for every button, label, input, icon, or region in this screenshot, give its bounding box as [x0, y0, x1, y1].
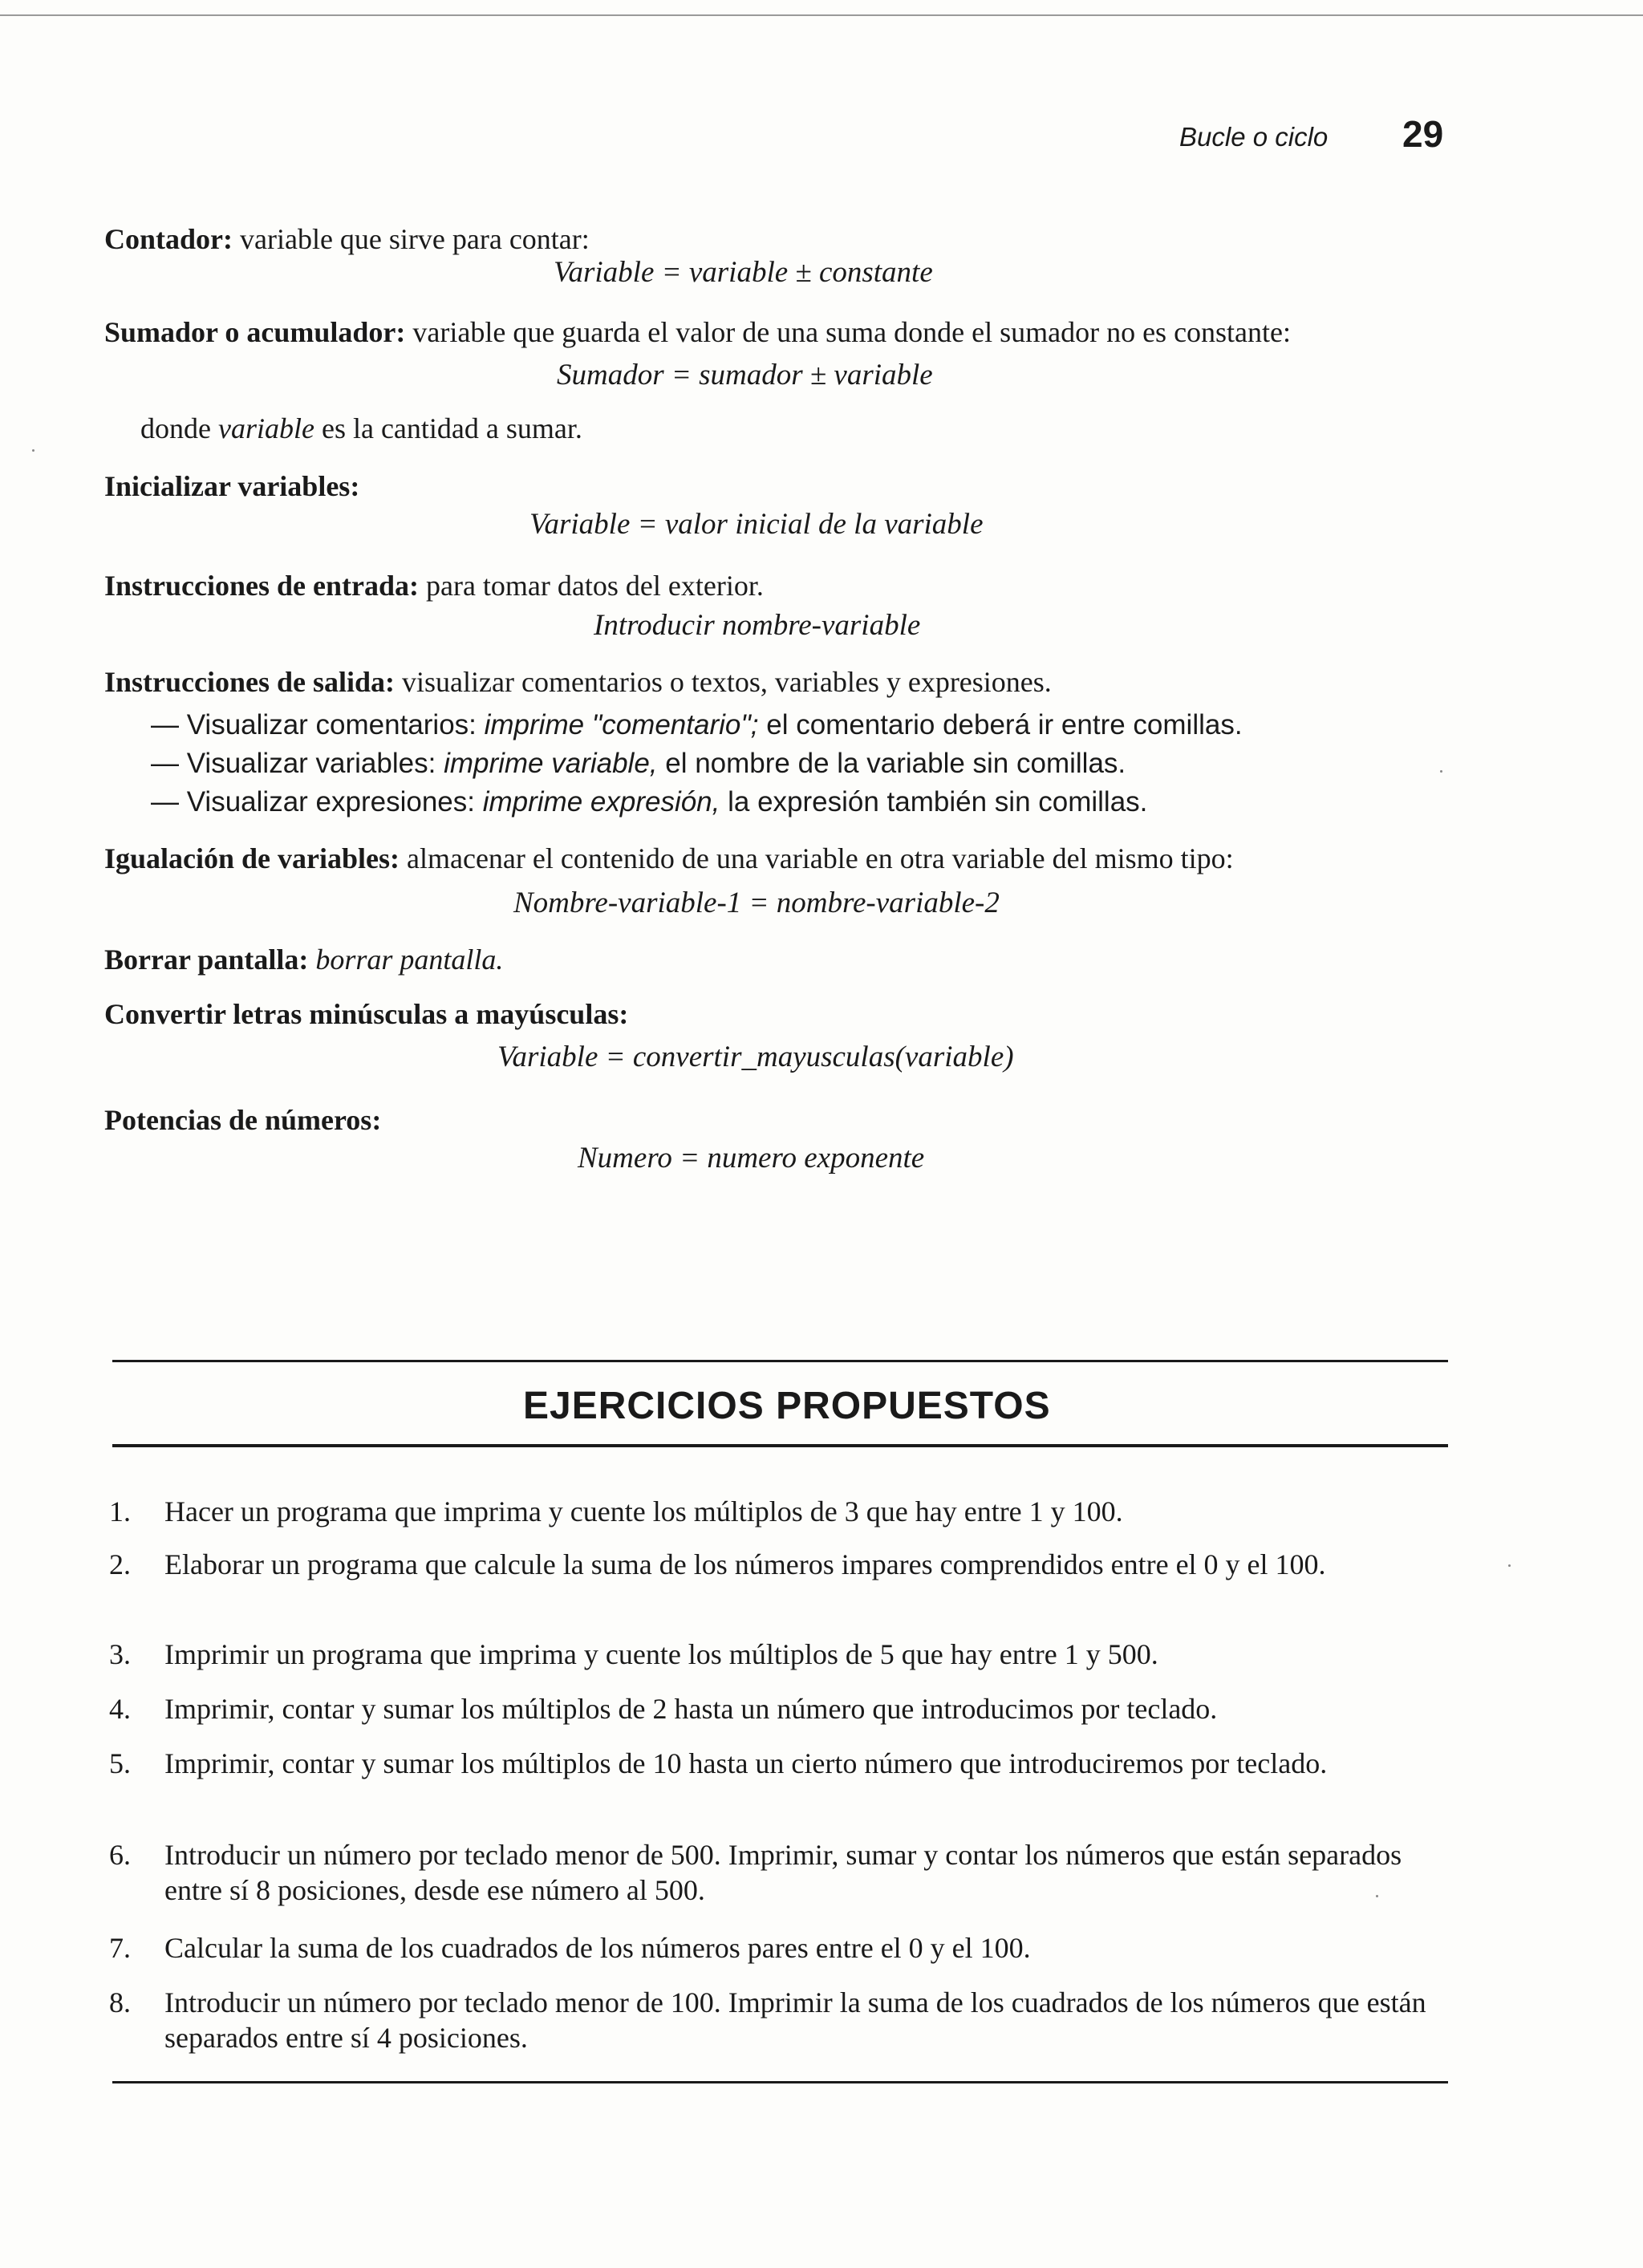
exercise-number: 2. — [109, 1548, 131, 1580]
text-sumador: variable que guarda el valor de una suma donde el sumador no es constante: — [405, 316, 1292, 348]
exercise-text: Imprimir, contar y sumar los múltiplos de 2 hasta un número que introducimos por teclado. — [164, 1693, 1218, 1725]
formula-convertir: Variable = convertir_mayusculas(variable) — [497, 1041, 1014, 1073]
formula-contador: Variable = variable ± constante — [554, 256, 933, 289]
item-prefix: — Visualizar expresiones: — [151, 786, 483, 818]
definition-igualacion — [104, 841, 1234, 876]
note-prefix: donde — [140, 412, 218, 444]
term-contador: Contador: — [104, 223, 233, 255]
exercise-number: 5. — [109, 1747, 131, 1779]
section-rule-top — [112, 1360, 1448, 1362]
running-head: Bucle o ciclo — [1179, 122, 1329, 152]
formula-igualacion: Nombre-variable-1 = nombre-variable-2 — [513, 887, 1000, 919]
term-salida: Instrucciones de salida: — [104, 666, 396, 698]
text-entrada: para tomar datos del exterior. — [418, 570, 764, 602]
formula-entrada: Introducir nombre-variable — [594, 609, 921, 642]
section-title: EJERCICIOS PROPUESTOS — [523, 1385, 1051, 1427]
item-italic: imprime variable, — [444, 748, 658, 779]
page-number: 29 — [1402, 113, 1444, 155]
exercise-number: 8. — [109, 1986, 131, 2018]
salida-item-expresiones — [151, 785, 1147, 820]
item-italic: imprime "comentario"; — [484, 709, 759, 740]
italic-borrar: borrar pantalla. — [308, 943, 504, 976]
scan-speck — [1376, 1895, 1378, 1897]
item-prefix: — Visualizar comentarios: — [151, 709, 485, 740]
definition-sumador — [104, 314, 1291, 350]
note-sumador — [140, 411, 582, 446]
formula-sumador: Sumador = sumador ± variable — [557, 359, 933, 392]
exercise-text: Elaborar un programa que calcule la suma de los números impares comprendidos entre el 0 y el 100. — [164, 1548, 1326, 1580]
exercise-text: Introducir un número por teclado menor de 100. Imprimir la suma de los cuadrados de los números que están separados entre sí 4 posiciones. — [164, 1986, 1426, 2054]
term-entrada: Instrucciones de entrada: — [104, 570, 419, 602]
term-inicializar: Inicializar variables: — [104, 470, 360, 502]
term-convertir: Convertir letras minúsculas a mayúsculas: — [104, 998, 629, 1030]
scan-speck — [1440, 770, 1442, 773]
exercise-text: Imprimir un programa que imprima y cuente los múltiplos de 5 que hay entre 1 y 500. — [164, 1638, 1158, 1670]
definition-entrada — [104, 568, 764, 603]
scan-speck — [32, 449, 34, 452]
salida-item-variables — [151, 746, 1126, 781]
exercise-text: Imprimir, contar y sumar los múltiplos de 10 hasta un cierto número que introduciremos por teclado. — [164, 1747, 1328, 1779]
text-contador: variable que sirve para contar: — [233, 223, 590, 255]
scan-speck — [1508, 1564, 1511, 1567]
formula-inicializar: Variable = valor inicial de la variable — [529, 508, 984, 541]
term-sumador: Sumador o acumulador: — [104, 316, 406, 348]
exercise-text: Hacer un programa que imprima y cuente los múltiplos de 3 que hay entre 1 y 100. — [164, 1495, 1123, 1528]
item-suffix: el nombre de la variable sin comillas. — [657, 748, 1126, 779]
exercise-number: 6. — [109, 1839, 131, 1871]
salida-item-comentarios — [151, 708, 1243, 743]
exercise-text: Calcular la suma de los cuadrados de los números pares entre el 0 y el 100. — [164, 1932, 1031, 1964]
definition-contador — [104, 221, 590, 257]
formula-potencias: Numero = numero exponente — [578, 1142, 925, 1175]
term-igualacion: Igualación de variables: — [104, 842, 400, 874]
text-salida: visualizar comentarios o textos, variables y expresiones. — [395, 666, 1052, 698]
item-suffix: la expresión también sin comillas. — [720, 786, 1148, 818]
exercise-text: Introducir un número por teclado menor de 500. Imprimir, sumar y contar los números que están separados entre sí 8 posiciones, desde ese número al 500. — [164, 1839, 1402, 1906]
definition-potencias — [104, 1102, 381, 1138]
note-variable: variable — [217, 412, 314, 444]
section-rule-end — [112, 2081, 1448, 2083]
definition-convertir — [104, 996, 628, 1032]
note-suffix: es la cantidad a sumar. — [314, 412, 582, 444]
section-rule-bottom — [112, 1444, 1448, 1447]
item-suffix: el comentario deberá ir entre comillas. — [758, 709, 1243, 740]
exercise-number: 1. — [109, 1495, 131, 1528]
term-borrar: Borrar pantalla: — [104, 943, 309, 976]
text-igualacion: almacenar el contenido de una variable en otra variable del mismo tipo: — [400, 842, 1234, 874]
item-italic: imprime expresión, — [482, 786, 720, 818]
item-prefix: — Visualizar variables: — [151, 748, 444, 779]
exercise-number: 3. — [109, 1638, 131, 1670]
exercise-number: 7. — [109, 1932, 131, 1964]
definition-salida — [104, 664, 1052, 700]
top-edge-rule — [0, 14, 1643, 16]
exercise-number: 4. — [109, 1693, 131, 1725]
term-potencias: Potencias de números: — [104, 1104, 382, 1136]
definition-inicializar — [104, 469, 359, 504]
definition-borrar — [104, 942, 503, 977]
